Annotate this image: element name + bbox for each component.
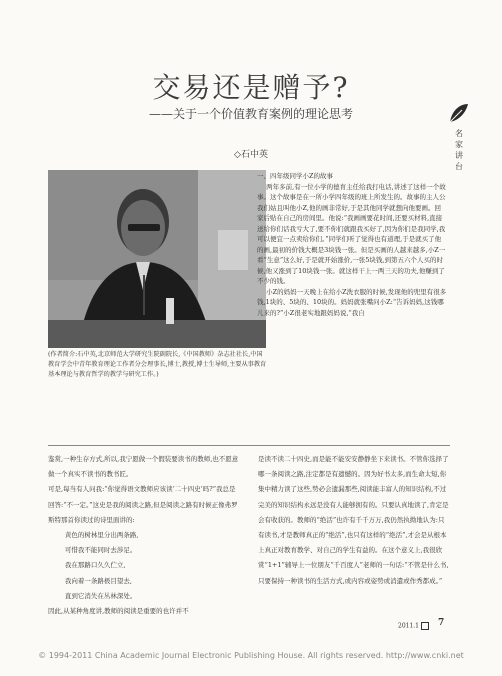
left-column — [48, 452, 240, 619]
author-photo — [48, 170, 266, 348]
copyright-notice: © 1994-2011 China Academic Journal Electronic Publishing House. All rights reserved. http://www.cnki.net — [38, 651, 464, 660]
issue-label — [398, 622, 429, 630]
poem-line: 直到它消失在丛林深处。 — [64, 591, 137, 600]
photo-caption: (作者简介:石中英,北京师范大学研究生院副院长,《中国教师》杂志社社长,中国教育学会中青年教育理论工作者分会理事长,博士,教授,博士生导师,主要从事教育基本理论与教育哲学的教学与研究工作。) — [48, 351, 267, 378]
column-label: 名家讲台 — [455, 129, 463, 171]
page-number: 7 — [438, 618, 445, 628]
paragraph: 鉴赏,一种生存方式,所以,我宁愿做一个假装要读书的教师,也不愿意做一个真实不读书的教书匠。 — [48, 455, 239, 479]
paragraph: 小Z的妈妈一天晚上在给小Z洗衣服的时候,发现他的兜里有很多钱,1块的、5块的、10块的。妈妈就张嘴问小Z:“告诉妈妈,这钱哪儿来的?”小Z很老实地跟妈妈说,“我自 — [257, 287, 447, 317]
poem-line: 我在那路口久久伫立, — [64, 561, 126, 570]
poem-line: 我向着一条路极目望去, — [64, 576, 132, 585]
section-heading: 一、四年级同学小Z的故事 — [257, 172, 334, 180]
square-icon — [421, 622, 429, 630]
paragraph: 两年多前,有一位小学的德育主任给我打电话,讲述了这样一个故事。这个故事是在一所小学四年级的班上所发生的。故事的主人公我们姑且叫他小Z,他的画非常好,于是其他同学就想向他要画。回家后贴在自己的房间里。他说:“我画画要花时间,还要买材料,直接送给你们话我亏大了,要不你们就跟我买好了,因为你们是我同学,我可以便宜一点卖给你们。”同学们听了觉得也有道理,于是就买了他的画,最初的价钱大概是3块钱一张。但是买画的人越来越多,小Z一看“生意”这么好,于是就开始涨价,一张5块钱,到第五六个人买的时候,他又涨到了10块钱一张。就这样干上一两三天的功夫,他赚到了不少的钱。 — [257, 182, 446, 285]
intro-text — [257, 171, 447, 318]
issue-number: 2011.1 — [398, 622, 419, 630]
leaf-decoration-icon — [446, 102, 470, 124]
divider — [48, 445, 450, 446]
paragraph: 因此,从某种角度讲,教师的阅读是重要的也许并不 — [48, 607, 189, 616]
poem-line: 黄色的树林里分出两条路, — [64, 531, 139, 540]
article-subtitle: ——关于一个价值教育案例的理论思考 — [148, 107, 353, 121]
article-author: ◇石中英 — [234, 150, 268, 160]
right-column — [258, 452, 450, 589]
article-title: 交易还是赠予? — [152, 71, 350, 104]
paragraph: 可是,每当有人问我:“你觉得语文教师应该读‘二十四史’吗?”我总是回答:“不一定。”这史是我的阅读之路,但是阅读之路有时候正像弗罗斯特那首你读过的诗里面讲的: — [48, 485, 238, 524]
poem-line: 可惜我不能同时去涉足。 — [64, 546, 137, 555]
paragraph: 是读不读二十四史,而是能不能安安静静坐下来读书。不管你选择了哪一条阅读之路,注定都是有遗憾的。因为好书太多,而生命太短,你集中精力读了这些,势必会遗漏那些,阅读能丰富人的知识结构,不过完美的知识结构永远是没有人能够拥有的。只要认真地读了,肯定是会有收获的。教师的“绝活”也许有千千万万,我仍然执拗地认为:只有读书,才是教师真正的“绝活”,也只有这样的“绝活”,才会是从根本上真正对教育教学、对自己的学生有益的。在这个意义上,我很欣赏“1+1”辅导上一位朋友“千百度人”老师的一句话:“不管是什么书,只要保持一种读书的生活方式,或内容或姿势或消遣或作秀都成。” — [258, 455, 449, 585]
